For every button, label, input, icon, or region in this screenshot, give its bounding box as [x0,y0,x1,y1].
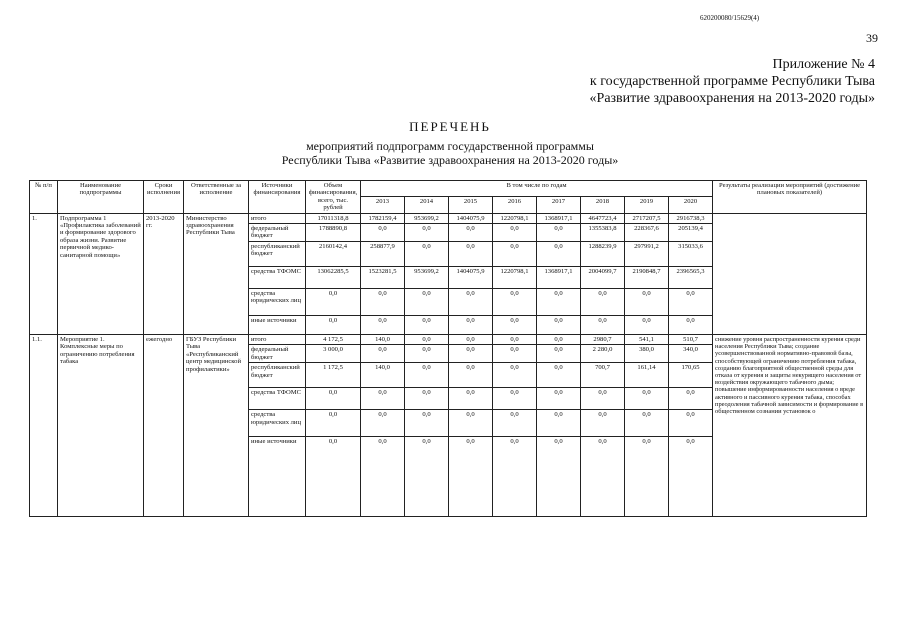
heading-line-2: Республики Тыва «Развитие здравоохранения на 2013-2020 годы» [281,153,619,167]
header-terms: Сроки исполнения [144,181,184,214]
year-value-cell: 0,0 [537,345,581,363]
header-num: № п/п [30,181,58,214]
year-value-cell: 0,0 [669,289,713,316]
year-value-cell: 1355383,8 [581,224,625,242]
year-value-cell: 4647723,4 [581,213,625,223]
header-year: 2018 [581,197,625,213]
results-cell: снижение уровня распространенности курения среди населения Республики Тыва; создание усовершенствованной нормативно-правовой базы, способствующей ограничению потребления табака, созданию благоприятной общественной среды для отказа от курения и защиты некурящего населения от воздействия окружающего табачного дыма; повышение информированности населения о вреде активного и пассивного курения табака, способах преодоления табачной зависимости и формирование в общественном сознании установок о [713,335,867,517]
funding-source-cell: иные источники [249,437,306,517]
year-value-cell: 0,0 [581,437,625,517]
funding-source-cell: средства юридических лиц [249,410,306,437]
table-body [30,213,867,517]
header-year: 2015 [449,197,493,213]
total-volume-cell: 1788890,8 [306,224,361,242]
year-value-cell: 2980,7 [581,335,625,345]
header-year: 2016 [493,197,537,213]
year-value-cell: 1288239,9 [581,242,625,267]
year-value-cell: 0,0 [493,388,537,410]
header-responsible: Ответственные за исполнение [184,181,249,214]
appendix-header [590,56,875,107]
year-value-cell: 2916738,3 [669,213,713,223]
year-value-cell: 541,1 [625,335,669,345]
year-value-cell: 0,0 [405,335,449,345]
total-volume-cell: 0,0 [306,289,361,316]
year-value-cell: 0,0 [493,242,537,267]
year-value-cell: 0,0 [405,224,449,242]
header-year: 2017 [537,197,581,213]
year-value-cell: 297991,2 [625,242,669,267]
funding-source-cell: республиканский бюджет [249,363,306,388]
year-value-cell: 0,0 [405,363,449,388]
total-volume-cell: 13062285,5 [306,267,361,289]
funding-source-cell: итого [249,213,306,223]
year-value-cell: 0,0 [581,289,625,316]
year-value-cell: 2396565,3 [669,267,713,289]
year-value-cell: 0,0 [449,410,493,437]
table-row [30,213,867,223]
measures-table [29,180,867,517]
year-value-cell: 0,0 [361,388,405,410]
year-value-cell: 0,0 [669,316,713,335]
funding-source-cell: республиканский бюджет [249,242,306,267]
year-value-cell: 0,0 [669,410,713,437]
year-value-cell: 0,0 [537,242,581,267]
year-value-cell: 1404075,9 [449,213,493,223]
appendix-line-1: Приложение № 4 [772,57,875,72]
year-value-cell: 1368917,1 [537,213,581,223]
total-volume-cell: 0,0 [306,437,361,517]
year-value-cell: 0,0 [493,289,537,316]
header-year: 2019 [625,197,669,213]
row-number-cell: 1.1. [30,335,58,517]
total-volume-cell: 0,0 [306,388,361,410]
document-code: 620200080/15629(4) [700,14,760,22]
total-volume-cell: 0,0 [306,410,361,437]
year-value-cell: 953699,2 [405,213,449,223]
year-value-cell: 0,0 [361,316,405,335]
year-value-cell: 258877,9 [361,242,405,267]
year-value-cell: 0,0 [449,242,493,267]
year-value-cell: 0,0 [361,224,405,242]
year-value-cell: 1404075,9 [449,267,493,289]
table-row [30,335,867,345]
header-year: 2013 [361,197,405,213]
heading-title: ПЕРЕЧЕНЬ [409,119,491,134]
year-value-cell: 700,7 [581,363,625,388]
year-value-cell: 0,0 [625,437,669,517]
year-value-cell: 205139,4 [669,224,713,242]
year-value-cell: 0,0 [493,345,537,363]
year-value-cell: 0,0 [537,388,581,410]
year-value-cell: 0,0 [405,242,449,267]
responsible-cell: Министерство здравоохранения Республики Тыва [184,213,249,334]
year-value-cell: 140,0 [361,363,405,388]
year-value-cell: 1523281,5 [361,267,405,289]
total-volume-cell: 17011318,8 [306,213,361,223]
total-volume-cell: 1 172,5 [306,363,361,388]
year-value-cell: 340,0 [669,345,713,363]
year-value-cell: 0,0 [493,224,537,242]
year-value-cell: 0,0 [361,289,405,316]
year-value-cell: 0,0 [669,437,713,517]
row-number-cell: 1. [30,213,58,334]
year-value-cell: 170,65 [669,363,713,388]
year-value-cell: 1368917,1 [537,267,581,289]
table-header-row [30,181,867,197]
year-value-cell: 0,0 [581,410,625,437]
appendix-line-2: к государственной программе Республики Тыва [589,74,875,89]
year-value-cell: 0,0 [449,335,493,345]
year-value-cell: 0,0 [625,316,669,335]
year-value-cell: 0,0 [625,388,669,410]
header-volume: Объем финансирования, всего, тыс. рублей [306,181,361,214]
total-volume-cell: 4 172,5 [306,335,361,345]
year-value-cell: 0,0 [449,289,493,316]
results-cell [713,213,867,334]
year-value-cell: 228367,6 [625,224,669,242]
year-value-cell: 0,0 [581,316,625,335]
year-value-cell: 0,0 [581,388,625,410]
program-name-cell: Подпрограмма 1 «Профилактика заболеваний и формирование здорового образа жизни. Развитие первичной медико-санитарной помощи» [58,213,144,334]
header-name: Наименование подпрограммы [58,181,144,214]
total-volume-cell: 0,0 [306,316,361,335]
year-value-cell: 0,0 [625,410,669,437]
year-value-cell: 0,0 [537,437,581,517]
year-value-cell: 1782159,4 [361,213,405,223]
page-number: 39 [866,31,878,45]
total-volume-cell: 3 000,0 [306,345,361,363]
year-value-cell: 2 280,0 [581,345,625,363]
year-value-cell: 0,0 [493,363,537,388]
header-year: 2014 [405,197,449,213]
year-value-cell: 0,0 [449,316,493,335]
year-value-cell: 0,0 [361,437,405,517]
year-value-cell: 0,0 [405,345,449,363]
year-value-cell: 0,0 [625,289,669,316]
year-value-cell: 0,0 [405,437,449,517]
terms-cell: 2013-2020 гг. [144,213,184,334]
year-value-cell: 0,0 [361,345,405,363]
year-value-cell: 0,0 [493,335,537,345]
funding-source-cell: средства ТФОМС [249,267,306,289]
year-value-cell: 0,0 [449,363,493,388]
year-value-cell: 0,0 [449,345,493,363]
funding-source-cell: средства юридических лиц [249,289,306,316]
year-value-cell: 0,0 [449,224,493,242]
responsible-cell: ГБУЗ Республики Тыва «Республиканский центр медицинской профилактики» [184,335,249,517]
appendix-line-3: «Развитие здравоохранения на 2013-2020 годы» [589,91,875,106]
year-value-cell: 140,0 [361,335,405,345]
year-value-cell: 0,0 [669,388,713,410]
funding-source-cell: федеральный бюджет [249,224,306,242]
year-value-cell: 510,7 [669,335,713,345]
year-value-cell: 0,0 [537,289,581,316]
year-value-cell: 1220798,1 [493,213,537,223]
year-value-cell: 0,0 [537,410,581,437]
year-value-cell: 953699,2 [405,267,449,289]
terms-cell: ежегодно [144,335,184,517]
document-heading [150,119,750,167]
year-value-cell: 2190848,7 [625,267,669,289]
year-value-cell: 0,0 [537,316,581,335]
year-value-cell: 0,0 [405,388,449,410]
header-year: 2020 [669,197,713,213]
year-value-cell: 1220798,1 [493,267,537,289]
year-value-cell: 0,0 [405,410,449,437]
year-value-cell: 2004099,7 [581,267,625,289]
year-value-cell: 0,0 [449,437,493,517]
year-value-cell: 315033,6 [669,242,713,267]
year-value-cell: 0,0 [493,410,537,437]
year-value-cell: 0,0 [537,335,581,345]
header-sources: Источники финансирования [249,181,306,214]
funding-source-cell: иные источники [249,316,306,335]
funding-source-cell: итого [249,335,306,345]
year-value-cell: 161,14 [625,363,669,388]
year-value-cell: 380,0 [625,345,669,363]
year-value-cell: 0,0 [449,388,493,410]
year-value-cell: 0,0 [493,316,537,335]
funding-source-cell: средства ТФОМС [249,388,306,410]
year-value-cell: 0,0 [405,289,449,316]
year-value-cell: 0,0 [537,363,581,388]
year-value-cell: 2717207,5 [625,213,669,223]
funding-source-cell: федеральный бюджет [249,345,306,363]
total-volume-cell: 2160142,4 [306,242,361,267]
header-by-years: В том числе по годам [361,181,713,197]
heading-line-1: мероприятий подпрограмм государственной программы [306,139,594,153]
header-results: Результаты реализации мероприятий (достижение плановых показателей) [713,181,867,214]
year-value-cell: 0,0 [537,224,581,242]
program-name-cell: Мероприятие 1. Комплексные меры по ограничению потребления табака [58,335,144,517]
year-value-cell: 0,0 [361,410,405,437]
year-value-cell: 0,0 [405,316,449,335]
year-value-cell: 0,0 [493,437,537,517]
